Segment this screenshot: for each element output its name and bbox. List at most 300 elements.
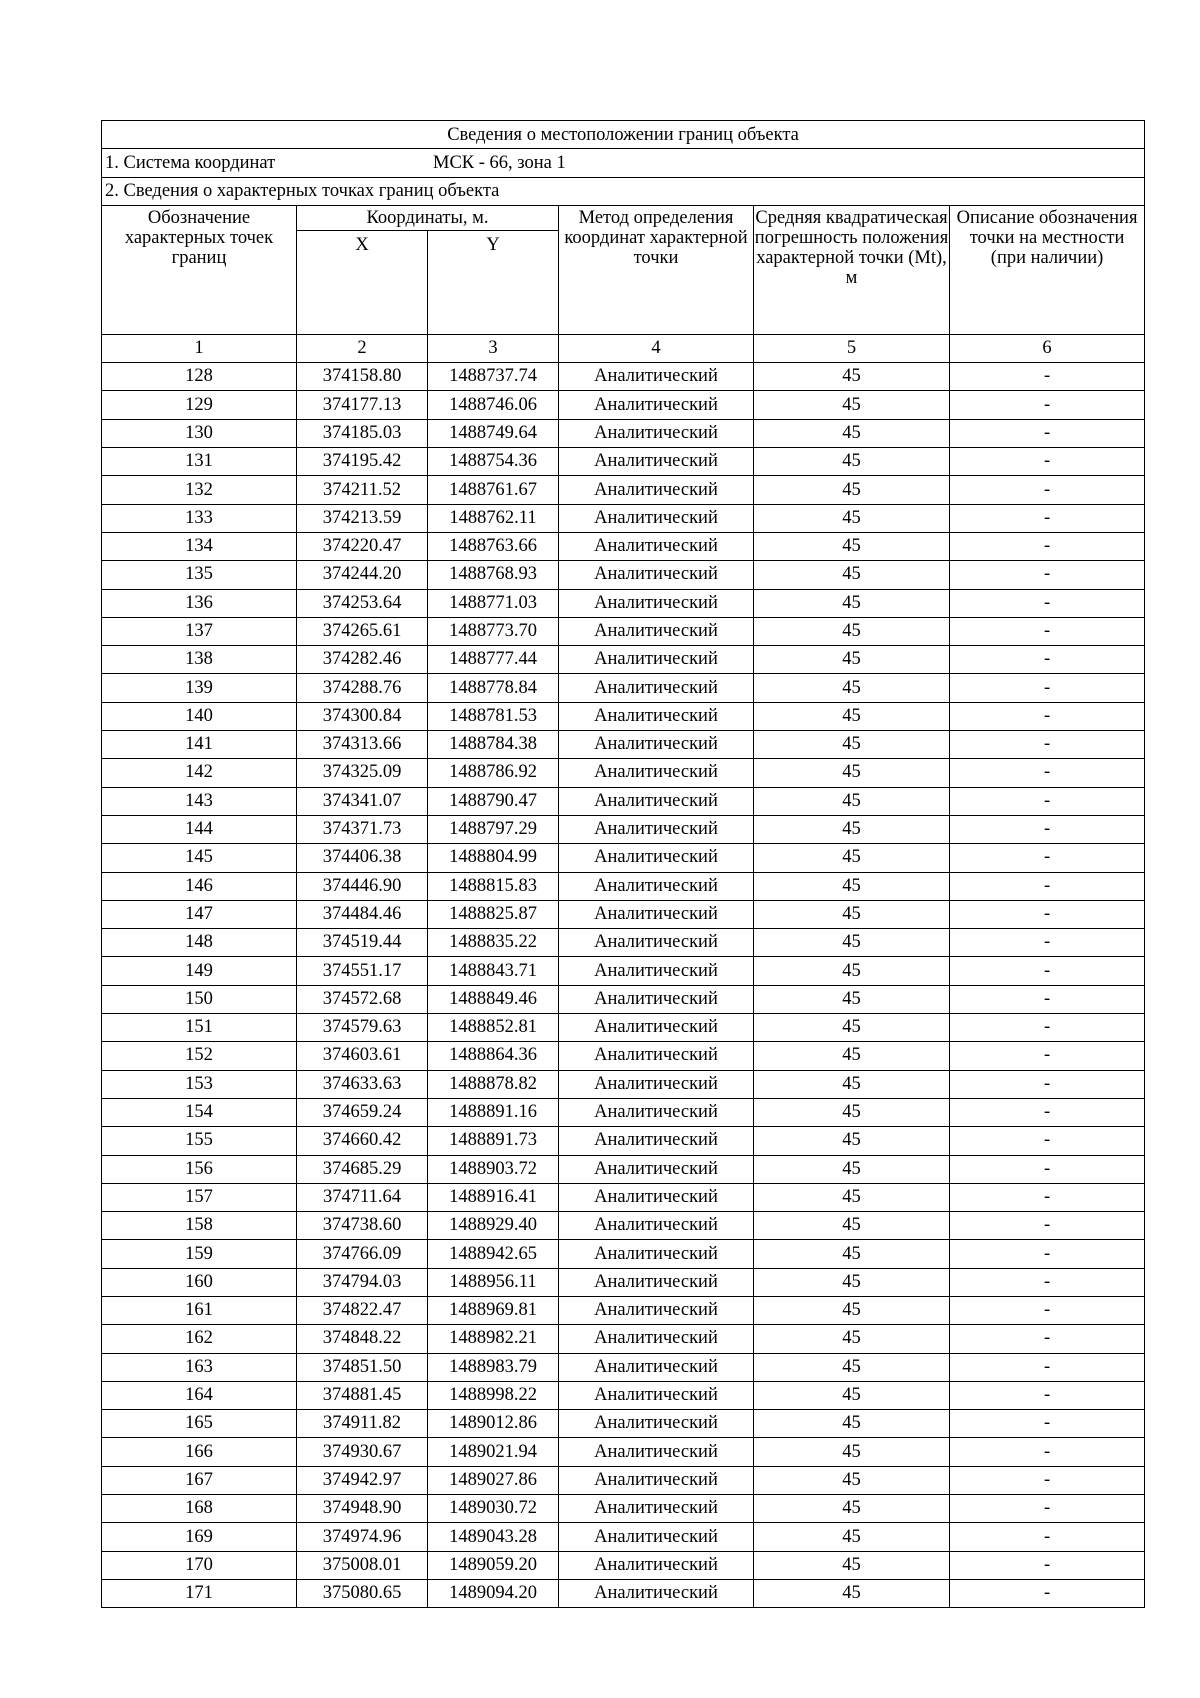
error-cell: 45 [754,1212,950,1240]
x-coordinate-cell: 374633.63 [297,1070,428,1098]
description-cell: - [950,1466,1145,1494]
table-row [102,1127,1145,1155]
x-coordinate-cell: 374930.67 [297,1438,428,1466]
error-cell: 45 [754,1579,950,1607]
error-cell: 45 [754,815,950,843]
column-number: 6 [950,334,1145,362]
y-coordinate-cell: 1488956.11 [428,1268,559,1296]
error-cell: 45 [754,532,950,560]
x-coordinate-cell: 374519.44 [297,929,428,957]
method-cell: Аналитический [559,674,754,702]
point-id-cell: 166 [102,1438,297,1466]
x-coordinate-cell: 374660.42 [297,1127,428,1155]
column-number: 4 [559,334,754,362]
y-coordinate-cell: 1488835.22 [428,929,559,957]
table-row [102,1495,1145,1523]
y-coordinate-cell: 1488825.87 [428,900,559,928]
error-cell: 45 [754,844,950,872]
method-cell: Аналитический [559,985,754,1013]
method-cell: Аналитический [559,1495,754,1523]
point-id-cell: 167 [102,1466,297,1494]
x-coordinate-cell: 374851.50 [297,1353,428,1381]
table-row [102,759,1145,787]
description-cell: - [950,1579,1145,1607]
y-coordinate-cell: 1488852.81 [428,1014,559,1042]
description-cell: - [950,957,1145,985]
error-cell: 45 [754,617,950,645]
point-id-cell: 153 [102,1070,297,1098]
description-cell: - [950,448,1145,476]
point-id-cell: 143 [102,787,297,815]
point-id-cell: 158 [102,1212,297,1240]
error-cell: 45 [754,731,950,759]
method-cell: Аналитический [559,1381,754,1409]
y-coordinate-cell: 1489012.86 [428,1410,559,1438]
error-cell: 45 [754,1070,950,1098]
x-coordinate-cell: 374685.29 [297,1155,428,1183]
point-id-cell: 169 [102,1523,297,1551]
header-error: Средняя квадратическая погрешность положения характерной точки (Mt), м [754,205,950,334]
method-cell: Аналитический [559,1098,754,1126]
description-cell: - [950,702,1145,730]
x-coordinate-cell: 374551.17 [297,957,428,985]
y-coordinate-cell: 1488849.46 [428,985,559,1013]
error-cell: 45 [754,1042,950,1070]
description-cell: - [950,391,1145,419]
error-cell: 45 [754,674,950,702]
method-cell: Аналитический [559,1325,754,1353]
point-id-cell: 131 [102,448,297,476]
x-coordinate-cell: 374158.80 [297,363,428,391]
table-row [102,561,1145,589]
table-row [102,1098,1145,1126]
table-row [102,900,1145,928]
x-coordinate-cell: 374406.38 [297,844,428,872]
x-coordinate-cell: 374325.09 [297,759,428,787]
point-id-cell: 135 [102,561,297,589]
x-coordinate-cell: 374603.61 [297,1042,428,1070]
y-coordinate-cell: 1489059.20 [428,1551,559,1579]
y-coordinate-cell: 1488781.53 [428,702,559,730]
method-cell: Аналитический [559,787,754,815]
error-cell: 45 [754,1183,950,1211]
method-cell: Аналитический [559,363,754,391]
error-cell: 45 [754,1325,950,1353]
x-coordinate-cell: 374195.42 [297,448,428,476]
method-cell: Аналитический [559,504,754,532]
error-cell: 45 [754,1127,950,1155]
method-cell: Аналитический [559,957,754,985]
table-row [102,844,1145,872]
table-row [102,1268,1145,1296]
x-coordinate-cell: 374288.76 [297,674,428,702]
point-id-cell: 149 [102,957,297,985]
table-row [102,985,1145,1013]
y-coordinate-cell: 1488786.92 [428,759,559,787]
table-row [102,1523,1145,1551]
method-cell: Аналитический [559,815,754,843]
description-cell: - [950,1410,1145,1438]
table-row [102,1551,1145,1579]
error-cell: 45 [754,1438,950,1466]
error-cell: 45 [754,1551,950,1579]
x-coordinate-cell: 374942.97 [297,1466,428,1494]
y-coordinate-cell: 1488878.82 [428,1070,559,1098]
method-cell: Аналитический [559,391,754,419]
table-row [102,448,1145,476]
method-cell: Аналитический [559,589,754,617]
description-cell: - [950,646,1145,674]
method-cell: Аналитический [559,1579,754,1607]
method-cell: Аналитический [559,561,754,589]
table-row [102,532,1145,560]
method-cell: Аналитический [559,900,754,928]
point-id-cell: 139 [102,674,297,702]
x-coordinate-cell: 374300.84 [297,702,428,730]
x-coordinate-cell: 374177.13 [297,391,428,419]
table-row [102,1212,1145,1240]
error-cell: 45 [754,900,950,928]
x-coordinate-cell: 374220.47 [297,532,428,560]
table-row [102,476,1145,504]
table-row [102,1183,1145,1211]
y-coordinate-cell: 1489021.94 [428,1438,559,1466]
y-coordinate-cell: 1488998.22 [428,1381,559,1409]
point-id-cell: 170 [102,1551,297,1579]
y-coordinate-cell: 1489027.86 [428,1466,559,1494]
header-x: X [297,230,428,334]
x-coordinate-cell: 374766.09 [297,1240,428,1268]
header-y: Y [428,230,559,334]
description-cell: - [950,419,1145,447]
method-cell: Аналитический [559,1014,754,1042]
method-cell: Аналитический [559,759,754,787]
table-row [102,1325,1145,1353]
x-coordinate-cell: 375008.01 [297,1551,428,1579]
description-cell: - [950,1183,1145,1211]
point-id-cell: 152 [102,1042,297,1070]
y-coordinate-cell: 1488737.74 [428,363,559,391]
x-coordinate-cell: 374881.45 [297,1381,428,1409]
document-title: Сведения о местоположении границ объекта [102,121,1145,149]
table-row [102,1240,1145,1268]
y-coordinate-cell: 1488746.06 [428,391,559,419]
description-cell: - [950,674,1145,702]
x-coordinate-cell: 374313.66 [297,731,428,759]
description-cell: - [950,1296,1145,1324]
description-cell: - [950,1127,1145,1155]
description-cell: - [950,504,1145,532]
method-cell: Аналитический [559,702,754,730]
method-cell: Аналитический [559,448,754,476]
description-cell: - [950,1240,1145,1268]
method-cell: Аналитический [559,419,754,447]
method-cell: Аналитический [559,617,754,645]
y-coordinate-cell: 1489094.20 [428,1579,559,1607]
point-id-cell: 147 [102,900,297,928]
y-coordinate-cell: 1488761.67 [428,476,559,504]
table-row [102,1070,1145,1098]
y-coordinate-cell: 1488983.79 [428,1353,559,1381]
method-cell: Аналитический [559,731,754,759]
point-id-cell: 161 [102,1296,297,1324]
x-coordinate-cell: 374265.61 [297,617,428,645]
error-cell: 45 [754,1014,950,1042]
error-cell: 45 [754,1296,950,1324]
point-id-cell: 157 [102,1183,297,1211]
description-cell: - [950,1212,1145,1240]
description-cell: - [950,617,1145,645]
description-cell: - [950,1495,1145,1523]
description-cell: - [950,1523,1145,1551]
table-row [102,391,1145,419]
table-row [102,1438,1145,1466]
error-cell: 45 [754,419,950,447]
table-row [102,957,1145,985]
y-coordinate-cell: 1488797.29 [428,815,559,843]
x-coordinate-cell: 374185.03 [297,419,428,447]
column-number: 1 [102,334,297,362]
description-cell: - [950,1014,1145,1042]
description-cell: - [950,1381,1145,1409]
y-coordinate-cell: 1488790.47 [428,787,559,815]
y-coordinate-cell: 1488929.40 [428,1212,559,1240]
boundary-points-table [101,120,1145,1608]
column-number: 3 [428,334,559,362]
table-row [102,731,1145,759]
description-cell: - [950,1325,1145,1353]
point-id-cell: 162 [102,1325,297,1353]
point-id-cell: 144 [102,815,297,843]
error-cell: 45 [754,1098,950,1126]
description-cell: - [950,561,1145,589]
description-cell: - [950,1268,1145,1296]
table-row [102,1466,1145,1494]
description-cell: - [950,1353,1145,1381]
point-id-cell: 140 [102,702,297,730]
point-id-cell: 145 [102,844,297,872]
description-cell: - [950,844,1145,872]
point-id-cell: 160 [102,1268,297,1296]
table-row [102,1579,1145,1607]
table-row [102,872,1145,900]
description-cell: - [950,759,1145,787]
error-cell: 45 [754,1495,950,1523]
point-id-cell: 142 [102,759,297,787]
x-coordinate-cell: 374446.90 [297,872,428,900]
y-coordinate-cell: 1488969.81 [428,1296,559,1324]
error-cell: 45 [754,476,950,504]
x-coordinate-cell: 374371.73 [297,815,428,843]
method-cell: Аналитический [559,1438,754,1466]
x-coordinate-cell: 374253.64 [297,589,428,617]
method-cell: Аналитический [559,1353,754,1381]
method-cell: Аналитический [559,1410,754,1438]
description-cell: - [950,929,1145,957]
method-cell: Аналитический [559,1212,754,1240]
x-coordinate-cell: 374738.60 [297,1212,428,1240]
point-id-cell: 150 [102,985,297,1013]
method-cell: Аналитический [559,929,754,957]
column-number-row [102,334,1145,362]
description-cell: - [950,1070,1145,1098]
error-cell: 45 [754,391,950,419]
column-number: 2 [297,334,428,362]
x-coordinate-cell: 374282.46 [297,646,428,674]
table-row [102,787,1145,815]
x-coordinate-cell: 375080.65 [297,1579,428,1607]
description-cell: - [950,872,1145,900]
y-coordinate-cell: 1488942.65 [428,1240,559,1268]
error-cell: 45 [754,589,950,617]
y-coordinate-cell: 1488768.93 [428,561,559,589]
table-row [102,419,1145,447]
description-cell: - [950,363,1145,391]
method-cell: Аналитический [559,476,754,504]
description-cell: - [950,1551,1145,1579]
header-point: Обозначение характерных точек границ [102,205,297,334]
point-id-cell: 148 [102,929,297,957]
x-coordinate-cell: 374341.07 [297,787,428,815]
description-cell: - [950,900,1145,928]
error-cell: 45 [754,1381,950,1409]
description-cell: - [950,1042,1145,1070]
method-cell: Аналитический [559,1127,754,1155]
y-coordinate-cell: 1488754.36 [428,448,559,476]
table-row [102,929,1145,957]
error-cell: 45 [754,1155,950,1183]
point-id-cell: 128 [102,363,297,391]
x-coordinate-cell: 374244.20 [297,561,428,589]
point-id-cell: 137 [102,617,297,645]
point-id-cell: 156 [102,1155,297,1183]
y-coordinate-cell: 1488763.66 [428,532,559,560]
table-row [102,1014,1145,1042]
description-cell: - [950,1438,1145,1466]
y-coordinate-cell: 1488843.71 [428,957,559,985]
error-cell: 45 [754,1240,950,1268]
error-cell: 45 [754,448,950,476]
method-cell: Аналитический [559,1268,754,1296]
table-row [102,504,1145,532]
method-cell: Аналитический [559,646,754,674]
error-cell: 45 [754,1523,950,1551]
method-cell: Аналитический [559,1183,754,1211]
description-cell: - [950,532,1145,560]
y-coordinate-cell: 1488749.64 [428,419,559,447]
y-coordinate-cell: 1489030.72 [428,1495,559,1523]
x-coordinate-cell: 374484.46 [297,900,428,928]
method-cell: Аналитический [559,1070,754,1098]
error-cell: 45 [754,702,950,730]
x-coordinate-cell: 374948.90 [297,1495,428,1523]
y-coordinate-cell: 1488784.38 [428,731,559,759]
table-row [102,1353,1145,1381]
table-row [102,702,1145,730]
y-coordinate-cell: 1488771.03 [428,589,559,617]
error-cell: 45 [754,929,950,957]
method-cell: Аналитический [559,872,754,900]
description-cell: - [950,1155,1145,1183]
error-cell: 45 [754,561,950,589]
y-coordinate-cell: 1488778.84 [428,674,559,702]
table-row [102,674,1145,702]
point-id-cell: 168 [102,1495,297,1523]
y-coordinate-cell: 1488864.36 [428,1042,559,1070]
x-coordinate-cell: 374848.22 [297,1325,428,1353]
x-coordinate-cell: 374659.24 [297,1098,428,1126]
point-id-cell: 151 [102,1014,297,1042]
y-coordinate-cell: 1488891.73 [428,1127,559,1155]
header-description: Описание обозначения точки на местности (при наличии) [950,205,1145,334]
x-coordinate-cell: 374579.63 [297,1014,428,1042]
x-coordinate-cell: 374213.59 [297,504,428,532]
y-coordinate-cell: 1488903.72 [428,1155,559,1183]
y-coordinate-cell: 1488891.16 [428,1098,559,1126]
coordinate-system-row [102,149,1145,177]
point-id-cell: 141 [102,731,297,759]
error-cell: 45 [754,1410,950,1438]
method-cell: Аналитический [559,1296,754,1324]
method-cell: Аналитический [559,1240,754,1268]
error-cell: 45 [754,957,950,985]
point-id-cell: 146 [102,872,297,900]
method-cell: Аналитический [559,1466,754,1494]
method-cell: Аналитический [559,1551,754,1579]
table-row [102,363,1145,391]
coordinate-system-label: 1. Система координат [105,152,276,173]
point-id-cell: 165 [102,1410,297,1438]
point-id-cell: 138 [102,646,297,674]
point-id-cell: 129 [102,391,297,419]
method-cell: Аналитический [559,844,754,872]
table-row [102,1410,1145,1438]
y-coordinate-cell: 1488916.41 [428,1183,559,1211]
header-method: Метод определения координат характерной точки [559,205,754,334]
error-cell: 45 [754,1466,950,1494]
point-id-cell: 136 [102,589,297,617]
method-cell: Аналитический [559,1042,754,1070]
description-cell: - [950,985,1145,1013]
x-coordinate-cell: 374911.82 [297,1410,428,1438]
y-coordinate-cell: 1488762.11 [428,504,559,532]
point-id-cell: 164 [102,1381,297,1409]
error-cell: 45 [754,1268,950,1296]
table-row [102,1042,1145,1070]
y-coordinate-cell: 1489043.28 [428,1523,559,1551]
point-id-cell: 154 [102,1098,297,1126]
method-cell: Аналитический [559,1155,754,1183]
table-row [102,589,1145,617]
error-cell: 45 [754,504,950,532]
error-cell: 45 [754,787,950,815]
coordinate-system-value: МСК - 66, зона 1 [433,152,566,173]
point-id-cell: 155 [102,1127,297,1155]
error-cell: 45 [754,1353,950,1381]
description-cell: - [950,1098,1145,1126]
error-cell: 45 [754,759,950,787]
x-coordinate-cell: 374794.03 [297,1268,428,1296]
y-coordinate-cell: 1488815.83 [428,872,559,900]
y-coordinate-cell: 1488982.21 [428,1325,559,1353]
x-coordinate-cell: 374711.64 [297,1183,428,1211]
error-cell: 45 [754,646,950,674]
table-row [102,646,1145,674]
x-coordinate-cell: 374974.96 [297,1523,428,1551]
table-row [102,1296,1145,1324]
point-id-cell: 159 [102,1240,297,1268]
method-cell: Аналитический [559,1523,754,1551]
